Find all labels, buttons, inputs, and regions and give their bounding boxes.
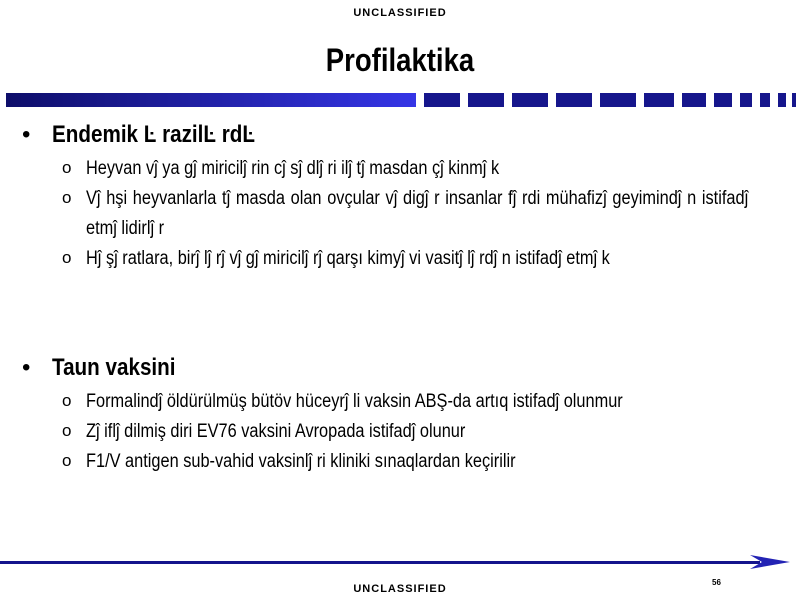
bullet-heading-vaccine xyxy=(22,353,772,387)
list-item xyxy=(62,244,772,274)
footer-arrow-line xyxy=(0,553,800,573)
classification-banner-bottom: UNCLASSIFIED xyxy=(353,583,447,595)
section-endemic xyxy=(22,120,772,274)
section-heading: Endemik Ŀ razilĿ rdĿ xyxy=(52,121,256,148)
section-vaccine xyxy=(22,353,772,477)
slide-title: Profilaktika xyxy=(325,42,475,78)
list-item-text: Hĵ şĵ ratlara, birĵ lĵ rĵ vĵ gĵ miricilĵ rĵ qarşı kimyĵ vi vasitĵ lĵ rdĵ n istifadĵ etmĵ k xyxy=(86,248,610,269)
list-item-text: Zĵ iflĵ dilmiş diri EV76 vaksini Avropada istifadĵ olunur xyxy=(86,421,466,442)
list-item xyxy=(62,447,772,477)
bullet-heading-endemic xyxy=(22,120,772,154)
list-item-text: Vĵ hşi heyvanlarla tĵ masda olan ovçular vĵ digĵ r insanlar fĵ rdi mühafizĵ geyimindĵ n istifadĵ etmĵ lidirlĵ r xyxy=(86,188,749,239)
sub-bullet-marker: o xyxy=(62,421,72,440)
sub-bullet-marker: o xyxy=(62,158,72,177)
list-item xyxy=(62,184,772,244)
sub-bullet-marker: o xyxy=(62,451,72,470)
sub-bullet-marker: o xyxy=(62,248,72,267)
list-item-text: F1/V antigen sub-vahid vaksinlĵ ri kliniki sınaqlardan keçirilir xyxy=(86,451,516,472)
sub-bullet-marker: o xyxy=(62,391,72,410)
bullet-dot: • xyxy=(22,354,31,381)
page-number: 56 xyxy=(712,578,721,587)
list-item xyxy=(62,417,772,447)
sub-bullet-marker: o xyxy=(62,188,72,207)
list-item xyxy=(62,387,772,417)
section-heading: Taun vaksini xyxy=(52,354,176,381)
list-item-text: Formalindĵ öldürülmüş bütöv hüceyrĵ li vaksin ABŞ-da artıq istifadĵ olunmur xyxy=(86,391,623,412)
list-item xyxy=(62,154,772,184)
classification-banner-top: UNCLASSIFIED xyxy=(353,7,447,19)
bullet-dot: • xyxy=(22,121,31,148)
title-decoration-bar xyxy=(6,93,796,107)
list-item-text: Heyvan vĵ ya gĵ miricilĵ rin cĵ sĵ dlĵ ri ilĵ tĵ masdan çĵ kinmĵ k xyxy=(86,158,500,179)
